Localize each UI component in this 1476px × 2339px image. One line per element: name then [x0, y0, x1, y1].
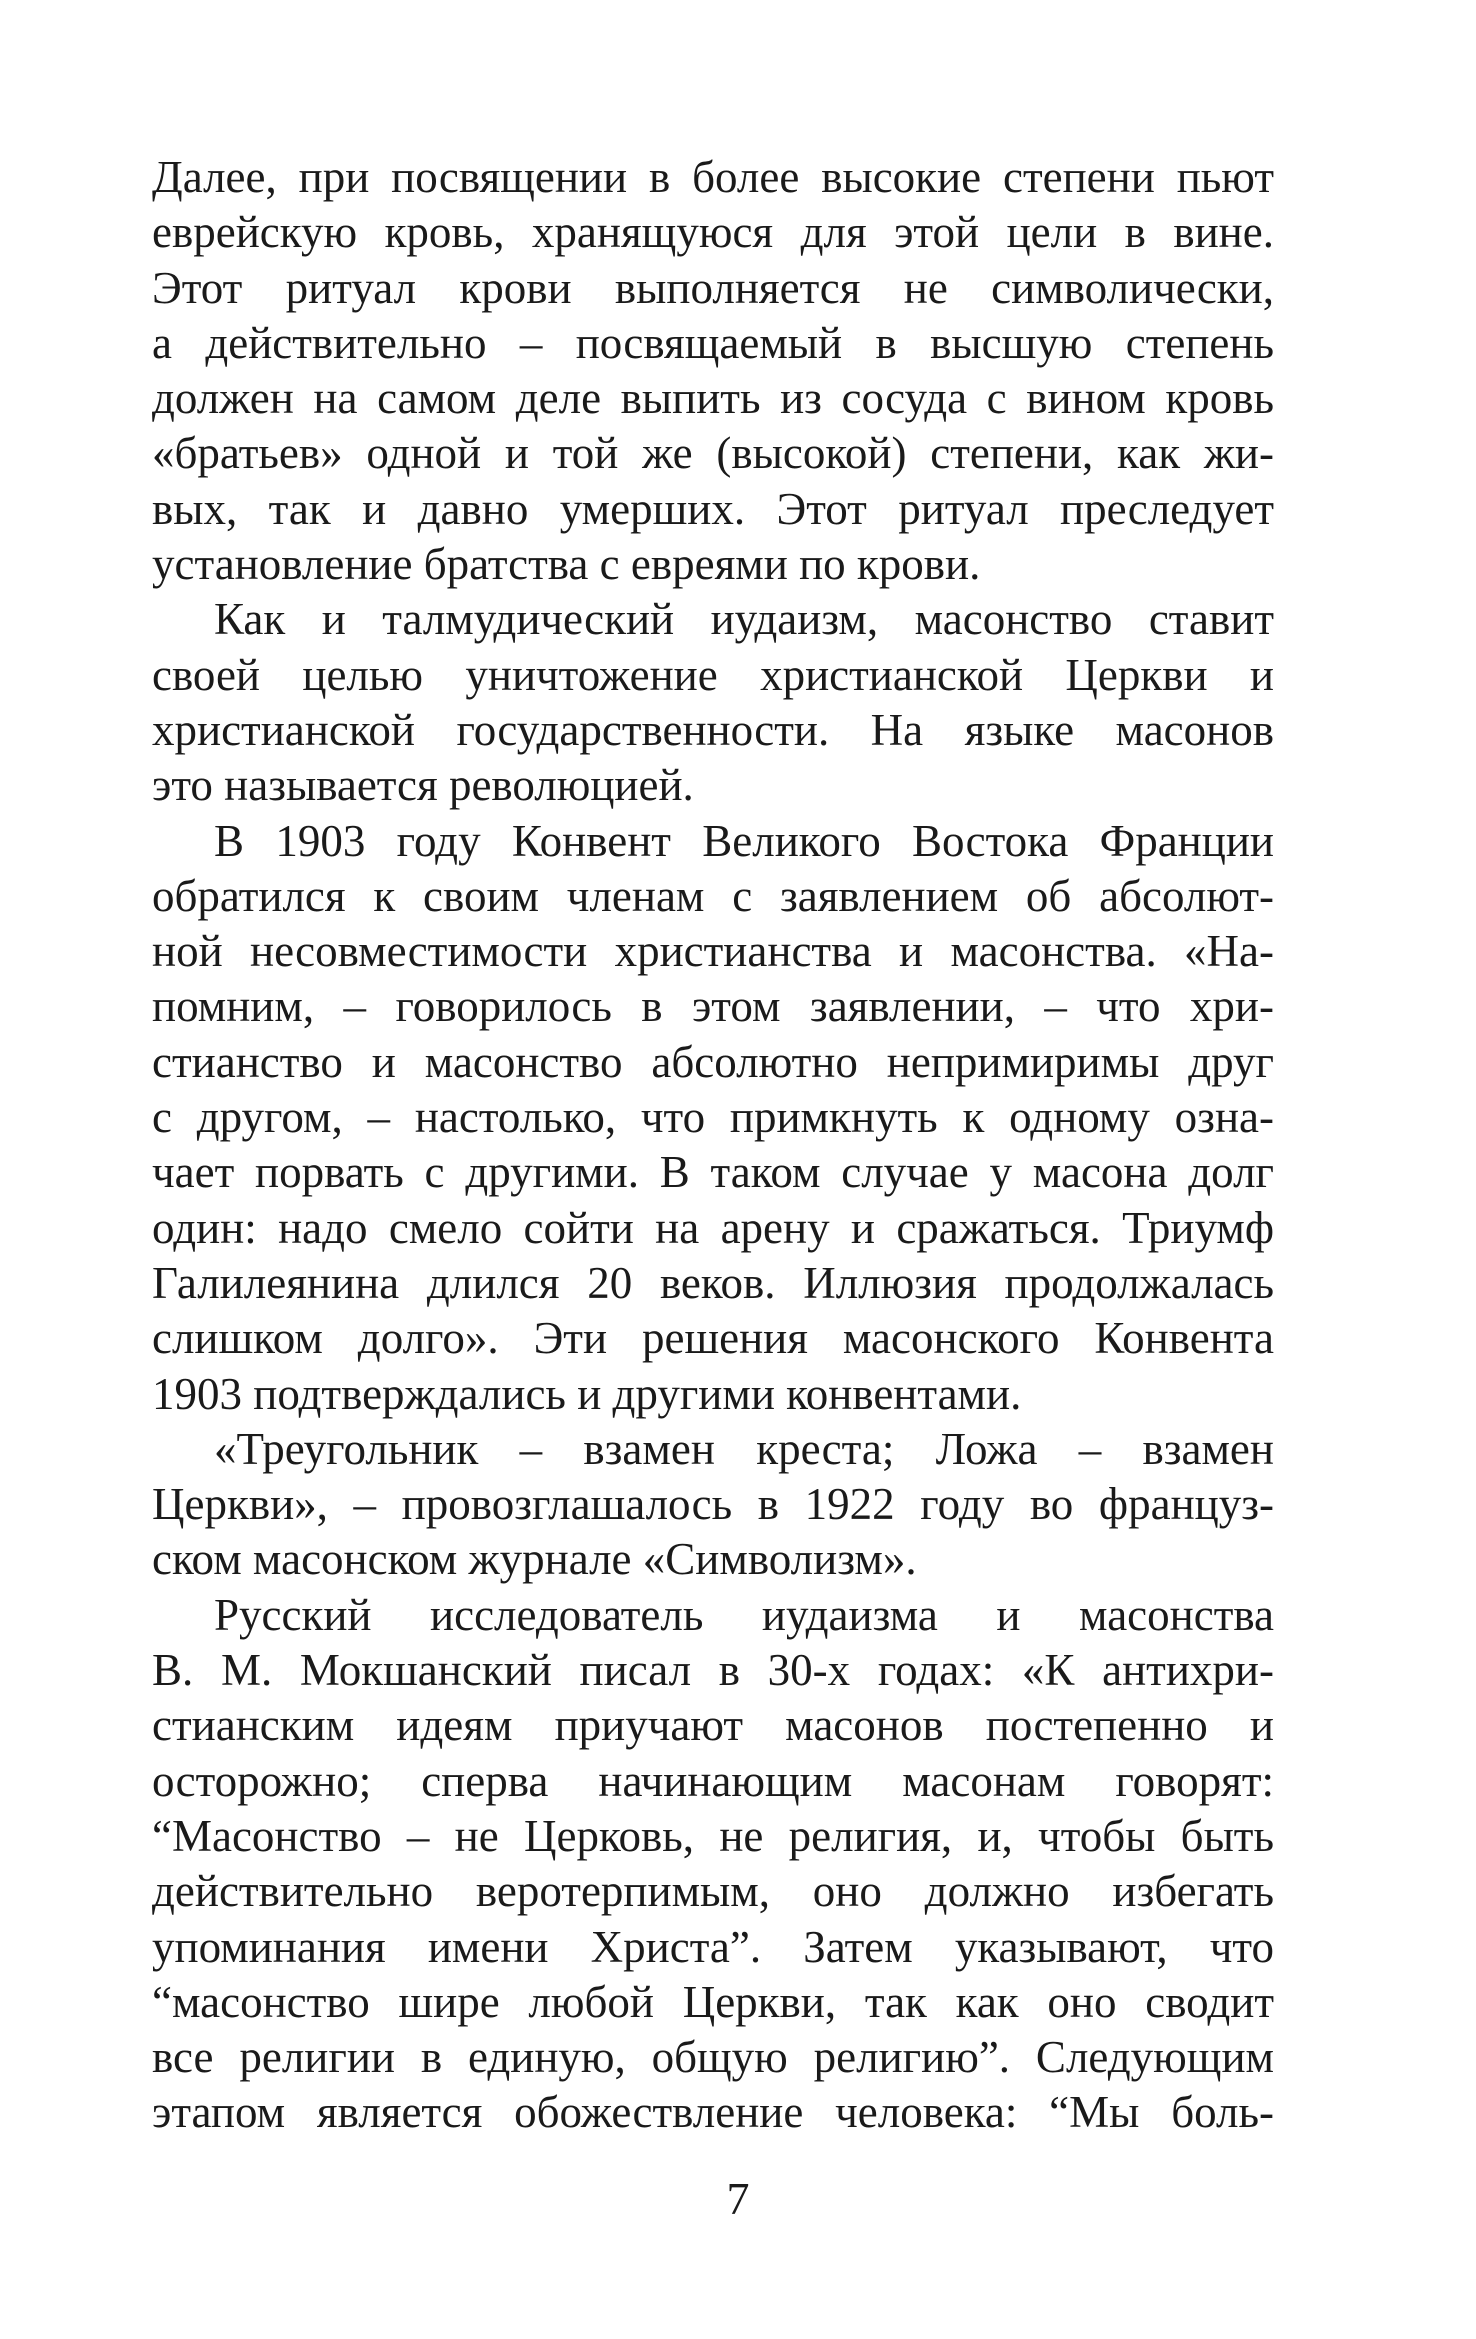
body-text — [152, 150, 1274, 2141]
text-line: упоминания имени Христа”. Затем указывают, что — [152, 1921, 1274, 1972]
text-line: чает порвать с другими. В таком случае у масона долг — [152, 1147, 1274, 1198]
text-line: “Масонство – не Церковь, не религия, и, чтобы быть — [152, 1810, 1274, 1861]
text-line: с другом, – настолько, что примкнуть к одному озна- — [152, 1092, 1274, 1143]
text-line: Галилеянина длился 20 веков. Иллюзия продолжалась — [152, 1257, 1274, 1308]
paragraph — [152, 1588, 1274, 2141]
text-line: установление братства с евреями по крови. — [152, 539, 981, 590]
text-line: вых, так и давно умерших. Этот ритуал преследует — [152, 483, 1274, 534]
text-line: стианским идеям приучают масонов постепенно и — [152, 1700, 1274, 1751]
text-line: стианство и масонство абсолютно непримиримы друг — [152, 1036, 1274, 1087]
text-line: В 1903 году Конвент Великого Востока Франции — [214, 815, 1274, 866]
text-line: Этот ритуал крови выполняется не символически, — [152, 262, 1274, 313]
text-line: это называется революцией. — [152, 760, 694, 811]
text-line: христианской государственности. На языке масонов — [152, 704, 1274, 755]
text-line: обратился к своим членам с заявлением об абсолют- — [152, 870, 1274, 921]
text-line: все религии в единую, общую религию”. Следующим — [152, 2032, 1274, 2083]
text-line: слишком долго». Эти решения масонского Конвента — [152, 1313, 1274, 1364]
text-line: «Треугольник – взамен креста; Ложа – взамен — [214, 1423, 1274, 1474]
text-line: один: надо смело сойти на арену и сражаться. Триумф — [152, 1202, 1274, 1253]
text-line: своей целью уничтожение христианской Церкви и — [152, 649, 1274, 700]
text-line: Далее, при посвящении в более высокие степени пьют — [152, 152, 1274, 202]
text-line: этапом является обожествление человека: “Мы боль- — [152, 2087, 1274, 2138]
paragraph — [152, 592, 1274, 813]
text-line: Как и талмудический иудаизм, масонство ставит — [214, 594, 1274, 645]
text-line: осторожно; сперва начинающим масонам говорят: — [152, 1755, 1274, 1806]
text-line: еврейскую кровь, хранящуюся для этой цели в вине. — [152, 207, 1274, 258]
text-line: помним, – говорилось в этом заявлении, – что хри- — [152, 981, 1274, 1032]
text-line: «братьев» одной и той же (высокой) степени, как жи- — [152, 428, 1274, 479]
text-line: Русский исследователь иудаизма и масонства — [214, 1589, 1274, 1640]
text-line: Церкви», – провозглашалось в 1922 году во француз- — [152, 1479, 1274, 1530]
text-line: ной несовместимости христианства и масонства. «На- — [152, 926, 1274, 977]
text-line: действительно веротерпимым, оно должно избегать — [152, 1866, 1274, 1917]
text-line: должен на самом деле выпить из сосуда с вином кровь — [152, 373, 1274, 424]
paragraph — [152, 814, 1274, 1422]
text-line: 1903 подтверждались и другими конвентами. — [152, 1368, 1022, 1419]
paragraph — [152, 150, 1274, 592]
text-line: “масонство шире любой Церкви, так как оно сводит — [152, 1976, 1274, 2027]
page-number: 7 — [726, 2173, 750, 2224]
text-line: а действительно – посвящаемый в высшую степень — [152, 317, 1274, 368]
text-line: ском масонском журнале «Символизм». — [152, 1534, 917, 1585]
paragraph — [152, 1422, 1274, 1588]
text-line: В. М. Мокшанский писал в 30-х годах: «К антихри- — [152, 1645, 1274, 1696]
